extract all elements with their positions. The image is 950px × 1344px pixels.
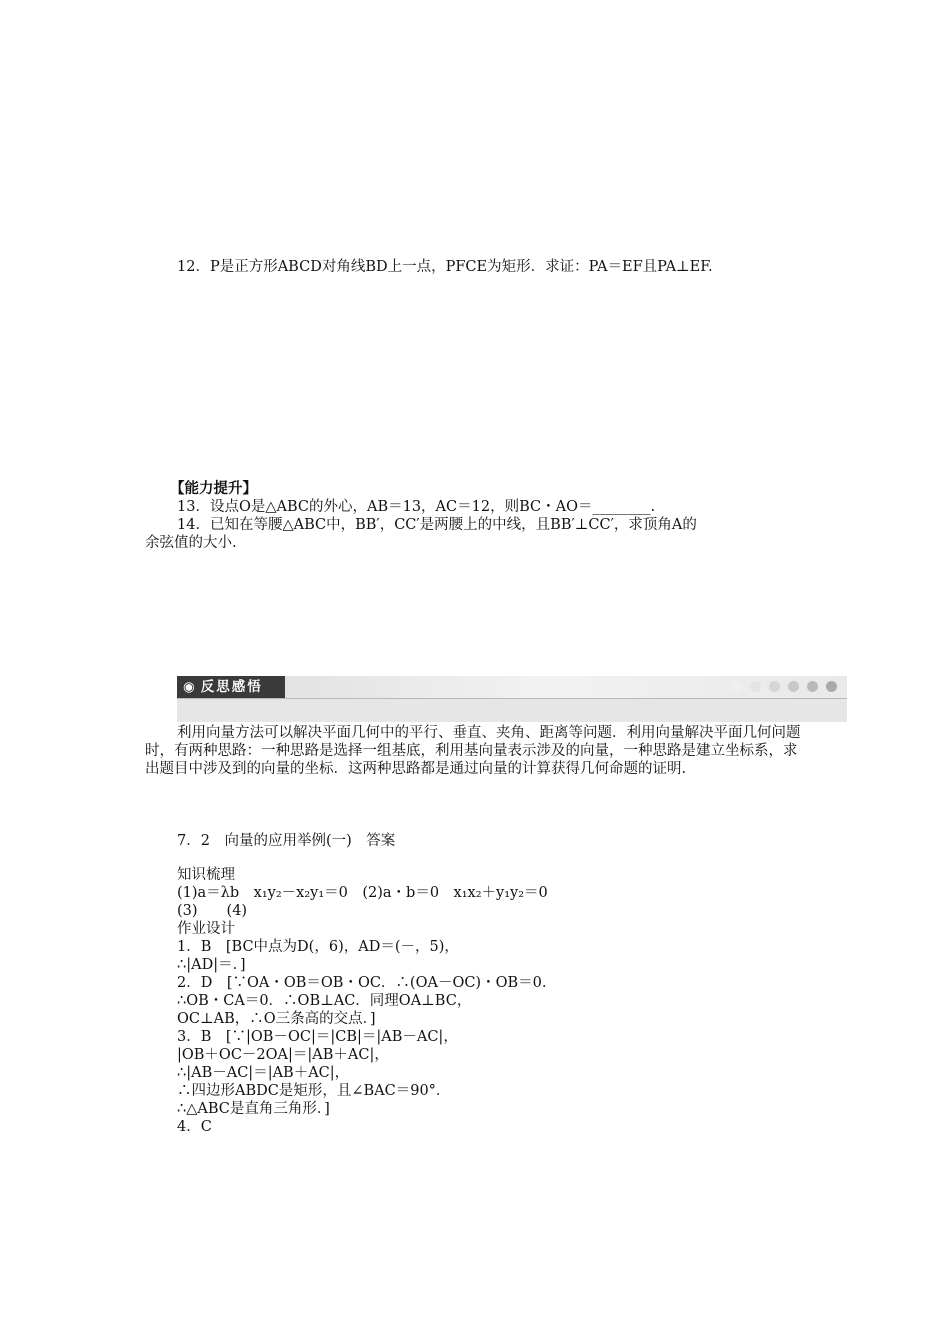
question-14-line1: 14．已知在等腰△ABC中，BB′，CC′是两腰上的中线，且BB′⊥CC′，求顶角A的 xyxy=(177,517,697,533)
answers-title: 7．2 向量的应用举例(一) 答案 xyxy=(177,833,396,849)
ability-heading: 【能力提升】 xyxy=(170,480,257,497)
answer-2-line3: OC⊥AB，∴O三条高的交点．] xyxy=(177,1011,376,1027)
answer-3-line2: |OB＋OC－2OA|＝|AB＋AC|， xyxy=(177,1047,389,1063)
dot-icon xyxy=(750,681,761,692)
banner-dots xyxy=(731,681,837,693)
banner-bar xyxy=(177,676,847,699)
answer-3-line1: 3．B [∵|OB－OC|＝|CB|＝|AB－AC|， xyxy=(177,1029,458,1045)
question-12: 12．P是正方形ABCD对角线BD上一点，PFCE为矩形．求证：PA＝EF且PA⊥EF. xyxy=(177,259,713,275)
answer-1-line1: 1．B [BC中点为D(，6)，AD＝(－，5)， xyxy=(177,939,459,955)
reflection-text: 利用向量方法可以解决平面几何中的平行、垂直、夹角、距离等问题．利用向量解决平面几何问题时，有两种思路：一种思路是选择一组基底，利用基向量表示涉及的向量，一种思路是建立坐标系，求出题目中涉及到的向量的坐标．这两种思路都是通过向量的计算获得几何命题的证明. xyxy=(145,725,801,777)
dot-icon xyxy=(826,681,837,692)
target-icon: ◉ xyxy=(183,679,195,695)
answer-2-line2: ∴OB・CA＝0．∴OB⊥AC．同理OA⊥BC， xyxy=(177,993,472,1009)
knowledge-line-2: (3) (4) xyxy=(177,903,248,919)
knowledge-heading: 知识梳理 xyxy=(177,867,235,883)
answer-3-line4: ∴四边形ABDC是矩形，且∠BAC＝90°． xyxy=(177,1083,451,1099)
homework-heading: 作业设计 xyxy=(177,921,235,937)
answer-3-line3: ∴|AB－AC|＝|AB＋AC|， xyxy=(177,1065,350,1081)
dot-icon xyxy=(807,681,818,692)
dot-icon xyxy=(788,681,799,692)
banner-label xyxy=(177,676,285,698)
dot-icon xyxy=(731,681,742,692)
knowledge-line-1: (1)a＝λb x₁y₂－x₂y₁＝0 (2)a・b＝0 x₁x₂＋y₁y₂＝0 xyxy=(177,885,548,901)
answer-2-line1: 2．D [∵OA・OB＝OB・OC．∴(OA－OC)・OB＝0. xyxy=(177,975,547,991)
answer-1-line2: ∴|AD|＝．] xyxy=(177,957,246,973)
answer-3-line5: ∴△ABC是直角三角形．] xyxy=(177,1101,330,1117)
answer-4: 4．C xyxy=(177,1119,212,1135)
dot-icon xyxy=(769,681,780,692)
reflection-banner xyxy=(177,676,847,722)
question-13: 13．设点O是△ABC的外心，AB＝13，AC＝12，则BC・AO＝________. xyxy=(177,499,656,515)
banner-label-text: 反思感悟 xyxy=(200,679,263,695)
question-14-line2: 余弦值的大小. xyxy=(145,535,237,551)
